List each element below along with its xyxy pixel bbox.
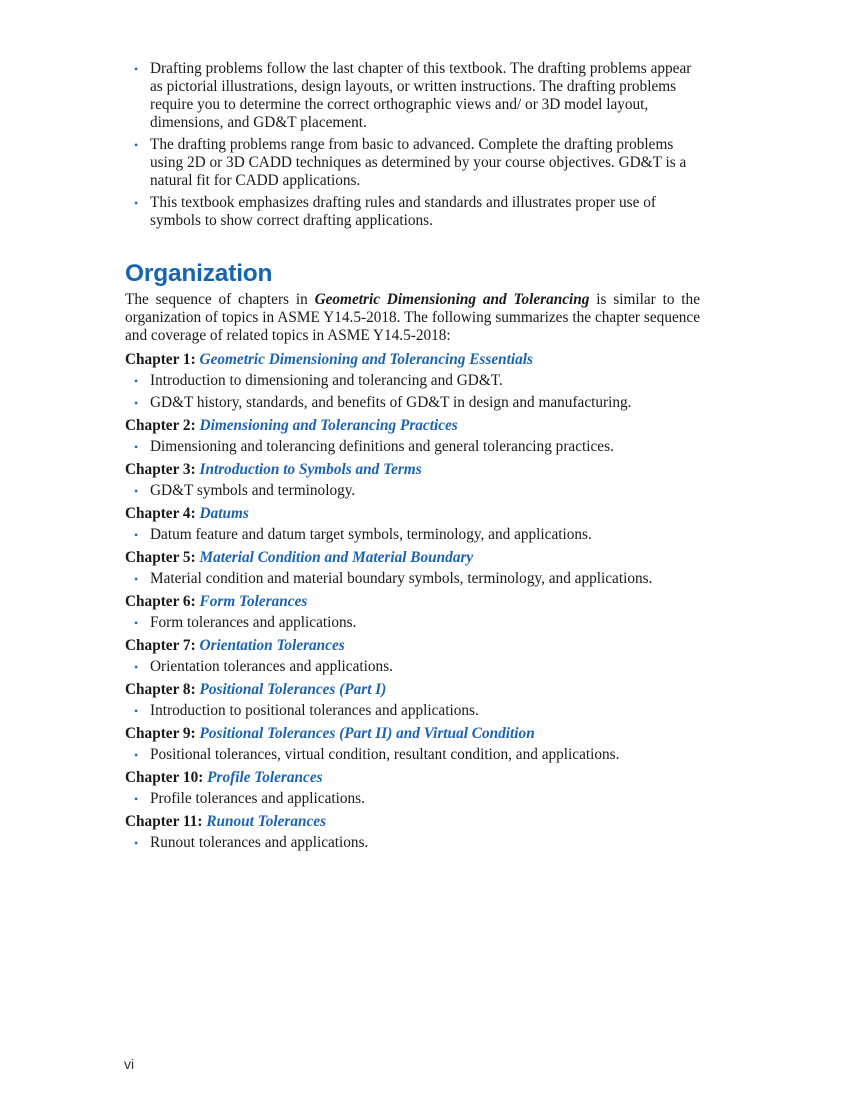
chapter-label: Chapter 11:: [125, 813, 203, 830]
list-item: • GD&T symbols and terminology.: [134, 482, 356, 499]
bullet-icon: •: [134, 138, 139, 152]
chapter-entry: [125, 351, 700, 412]
chapter-title-link[interactable]: Form Tolerances: [199, 593, 308, 610]
list-item: • Profile tolerances and applications.: [134, 790, 365, 807]
bullet-icon: •: [134, 572, 139, 586]
chapter-label: Chapter 2:: [125, 417, 196, 434]
bullet-icon: •: [134, 704, 139, 718]
chapter-heading: [125, 637, 700, 655]
chapter-title-link[interactable]: Material Condition and Material Boundary: [199, 549, 474, 566]
book-title: Geometric Dimensioning and Tolerancing: [314, 291, 590, 308]
chapter-label: Chapter 4:: [125, 505, 196, 522]
list-item: • This textbook emphasizes drafting rules and standards and illustrates proper use of symbols to show correct drafting applications.: [134, 194, 656, 229]
list-item: • Introduction to positional tolerances and applications.: [134, 702, 479, 719]
list-item: • Positional tolerances, virtual condition, resultant condition, and applications.: [134, 746, 620, 763]
chapter-bullet-list: [125, 658, 700, 676]
chapter-entry: [125, 549, 700, 588]
list-item: • Datum feature and datum target symbols, terminology, and applications.: [134, 526, 592, 543]
list-item: • Dimensioning and tolerancing definitions and general tolerancing practices.: [134, 438, 614, 455]
chapter-title-link[interactable]: Runout Tolerances: [206, 813, 327, 830]
chapter-title-link[interactable]: Positional Tolerances (Part I): [199, 681, 387, 698]
chapter-bullet-list: [125, 526, 700, 544]
list-item: • Runout tolerances and applications.: [134, 834, 369, 851]
bullet-icon: •: [134, 836, 139, 850]
chapter-title-link[interactable]: Profile Tolerances: [207, 769, 323, 786]
chapter-heading: [125, 505, 700, 523]
bullet-icon: •: [134, 62, 139, 76]
bullet-icon: •: [134, 440, 139, 454]
chapter-label: Chapter 3:: [125, 461, 196, 478]
chapter-entry: [125, 417, 700, 456]
chapter-bullet-list: [125, 482, 700, 500]
chapter-label: Chapter 7:: [125, 637, 196, 654]
chapter-heading: [125, 681, 700, 699]
chapter-list: [125, 351, 700, 852]
chapter-heading: [125, 461, 700, 479]
bullet-icon: •: [134, 748, 139, 762]
chapter-label: Chapter 5:: [125, 549, 196, 566]
chapter-label: Chapter 9:: [125, 725, 196, 742]
list-item: • GD&T history, standards, and benefits of GD&T in design and manufacturing.: [134, 394, 632, 411]
chapter-heading: [125, 549, 700, 567]
chapter-title-link[interactable]: Introduction to Symbols and Terms: [199, 461, 422, 478]
page-number: vi: [124, 1056, 135, 1072]
list-item: • Material condition and material boundary symbols, terminology, and applications.: [134, 570, 653, 587]
chapter-heading: [125, 725, 700, 743]
list-item: • Introduction to dimensioning and tolerancing and GD&T.: [134, 372, 503, 389]
chapter-title-link[interactable]: Datums: [199, 505, 249, 522]
bullet-icon: •: [134, 374, 139, 388]
chapter-entry: [125, 505, 700, 544]
chapter-bullet-list: [125, 746, 700, 764]
chapter-entry: [125, 725, 700, 764]
chapter-label: Chapter 10:: [125, 769, 204, 786]
bullet-icon: •: [134, 660, 139, 674]
chapter-title-link[interactable]: Geometric Dimensioning and Tolerancing Essentials: [199, 351, 533, 368]
chapter-entry: [125, 681, 700, 720]
chapter-label: Chapter 1:: [125, 351, 196, 368]
chapter-entry: [125, 769, 700, 808]
chapter-heading: [125, 769, 700, 787]
chapter-bullet-list: [125, 702, 700, 720]
list-item: • Drafting problems follow the last chapter of this textbook. The drafting problems appear as pictorial illustrations, design layouts, or written instructions. The drafting problems require you to determine the correct orthographic views and/ or 3D model layout, dimensions, and GD&T placement.: [134, 60, 692, 131]
chapter-bullet-list: [125, 438, 700, 456]
bullet-icon: •: [134, 396, 139, 410]
bullet-icon: •: [134, 196, 139, 210]
chapter-heading: [125, 417, 700, 435]
chapter-entry: [125, 461, 700, 500]
chapter-bullet-list: [125, 614, 700, 632]
list-item: • The drafting problems range from basic to advanced. Complete the drafting problems using 2D or 3D CADD techniques as determined by your course objectives. GD&T is a natural fit for CADD applications.: [134, 136, 687, 189]
chapter-title-link[interactable]: Dimensioning and Tolerancing Practices: [199, 417, 458, 434]
bullet-icon: •: [134, 616, 139, 630]
chapter-label: Chapter 8:: [125, 681, 196, 698]
intro-bullet-list: [125, 60, 700, 230]
bullet-icon: •: [134, 792, 139, 806]
chapter-bullet-list: [125, 834, 700, 852]
bullet-icon: •: [134, 528, 139, 542]
chapter-heading: [125, 593, 700, 611]
chapter-bullet-list: [125, 570, 700, 588]
page-content: [125, 60, 700, 857]
chapter-title-link[interactable]: Positional Tolerances (Part II) and Virtual Condition: [199, 725, 535, 742]
chapter-entry: [125, 813, 700, 852]
chapter-heading: [125, 351, 700, 369]
chapter-entry: [125, 593, 700, 632]
section-heading: Organization: [125, 260, 273, 287]
chapter-heading: [125, 813, 700, 831]
bullet-icon: •: [134, 484, 139, 498]
chapter-entry: [125, 637, 700, 676]
section-intro: The sequence of chapters in Geometric Dimensioning and Tolerancing is similar to the organization of topics in ASME Y14.5-2018. The following summarizes the chapter sequence and coverage of related topics in ASME Y14.5-2018:: [125, 291, 700, 344]
list-item: • Form tolerances and applications.: [134, 614, 357, 631]
list-item: • Orientation tolerances and applications.: [134, 658, 393, 675]
chapter-label: Chapter 6:: [125, 593, 196, 610]
chapter-title-link[interactable]: Orientation Tolerances: [199, 637, 345, 654]
chapter-bullet-list: [125, 790, 700, 808]
chapter-bullet-list: [125, 372, 700, 412]
